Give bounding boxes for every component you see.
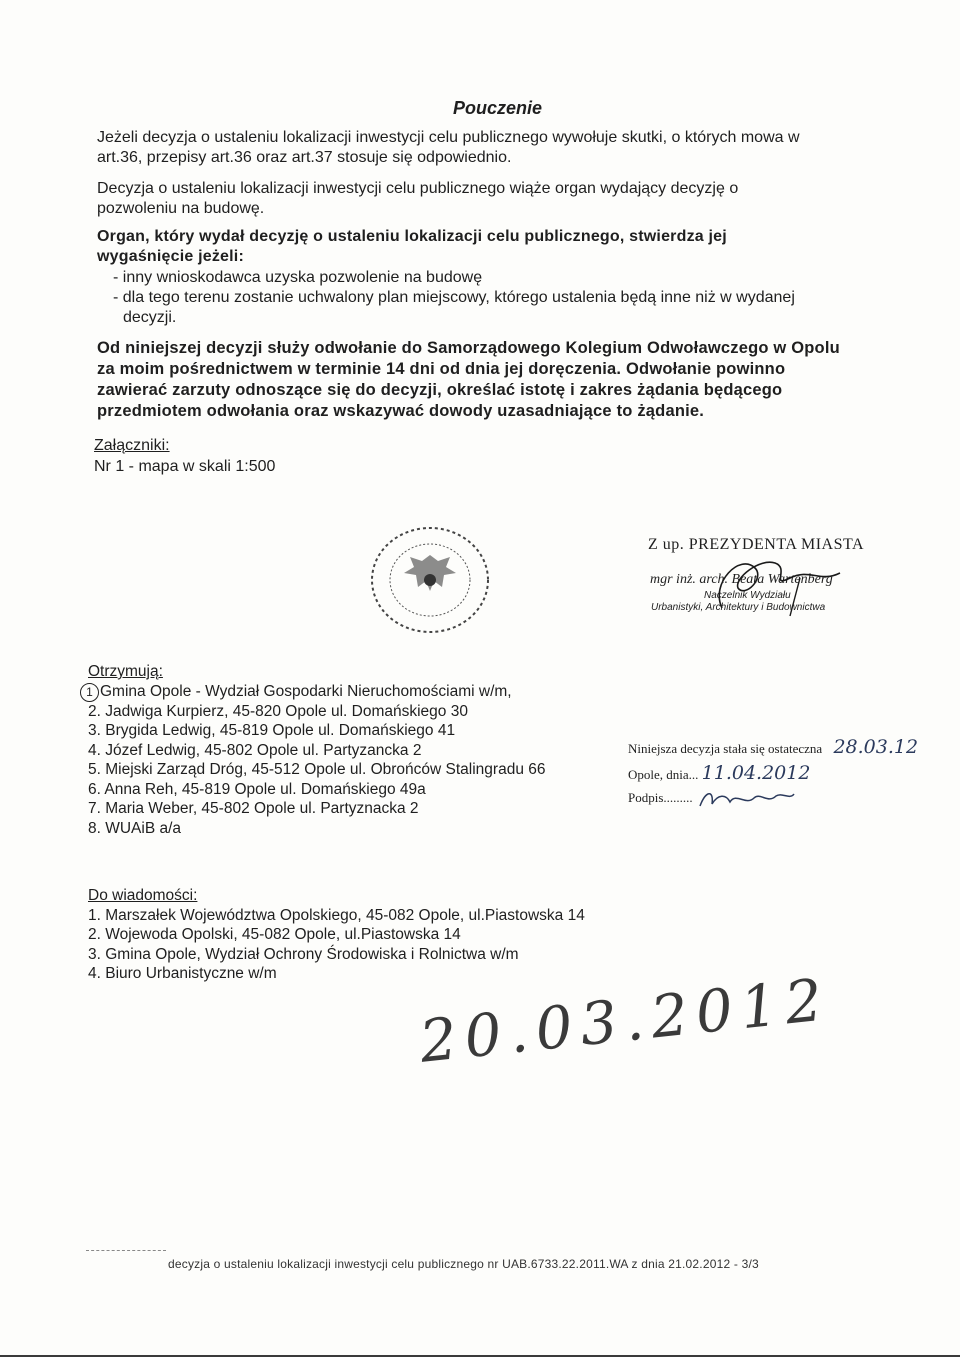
handwritten-value: 28.03.12	[833, 736, 919, 758]
finality-stamp	[628, 736, 918, 814]
divider	[86, 1250, 166, 1251]
signature-title: Naczelnik Wydziału	[704, 590, 791, 601]
stamp-label: Podpis	[628, 789, 664, 805]
text-line: Od niniejszej decyzji służy odwołanie do Samorządowego Kolegium Odwoławczego w Opolu	[97, 339, 840, 357]
signature-department: Urbanistyki, Architektury i Budownictwa	[651, 602, 826, 613]
stamp-label: Opole, dnia	[628, 767, 689, 782]
stamp-line: Opole, dnia... 11.04.2012	[628, 762, 811, 784]
list-item: 1. Marszałek Województwa Opolskiego, 45-082 Opole, ul.Piastowska 14	[88, 906, 585, 924]
footer: decyzja o ustaleniu lokalizacji inwestycji celu publicznego nr UAB.6733.22.2011.WA z dnia 21.02.2012 - 3/3	[168, 1257, 759, 1271]
handwritten-date: 20.03.2012	[416, 965, 834, 1076]
text-line: art.36, przepisy art.36 oraz art.37 stosuje się odpowiednio.	[97, 149, 512, 166]
handwritten-signature	[700, 548, 850, 618]
list-item: 6. Anna Reh, 45-819 Opole ul. Domańskiego 49a	[88, 780, 426, 798]
list-item	[80, 682, 546, 702]
stamp-signature	[696, 788, 796, 810]
handwritten-value: 11.04.2012	[701, 762, 811, 784]
text-line: przedmiotem odwołania oraz wskazywać dowody uzasadniające to żądanie.	[97, 402, 705, 420]
stamp-line	[628, 736, 918, 762]
signature-authority: Z up. PREZYDENTA MIASTA	[648, 536, 865, 553]
paragraph-appeal	[97, 338, 887, 422]
paragraph-binding	[97, 179, 887, 219]
paragraph-expiry	[97, 227, 887, 267]
official-seal	[362, 520, 500, 640]
text-line: za moim pośrednictwem w terminie 14 dni od dnia jej doręczenia. Odwołanie powinno	[97, 360, 786, 378]
list-item: 4. Biuro Urbanistyczne w/m	[88, 965, 277, 982]
information-heading: Do wiadomości:	[88, 887, 198, 904]
text-line: Jeżeli decyzja o ustaleniu lokalizacji inwestycji celu publicznego wywołuje skutki, o których mowa w	[97, 129, 800, 146]
stamp-label: Niniejsza decyzja stała się ostateczna	[628, 741, 823, 756]
text-line: zawierać zarzuty odnoszące się do decyzji, określać istotę i zakres żądania będącego	[97, 381, 783, 399]
expiry-conditions	[113, 268, 883, 328]
list-item-text: Gmina Opole - Wydział Gospodarki Nieruchomościami w/m,	[100, 682, 512, 700]
circled-number: 1	[80, 683, 99, 702]
signature-name: mgr inż. arch. Beata Wartenberg	[650, 572, 833, 587]
text-line: Organ, który wydał decyzję o ustaleniu lokalizacji celu publicznego, stwierdza jej	[97, 228, 727, 245]
list-item: 5. Miejski Zarząd Dróg, 45-512 Opole ul. Obrońców Stalingradu 66	[88, 761, 546, 778]
list-item: 7. Maria Weber, 45-802 Opole ul. Partyznacka 2	[88, 800, 419, 817]
information-recipients	[88, 886, 585, 984]
text-line: pozwoleniu na budowę.	[97, 200, 265, 217]
text-line: wygaśnięcie jeżeli:	[97, 248, 244, 265]
list-item: 8. WUAiB a/a	[88, 819, 182, 837]
list-item: 3. Gmina Opole, Wydział Ochrony Środowiska i Rolnictwa w/m	[88, 945, 519, 963]
list-item: 4. Józef Ledwig, 45-802 Opole ul. Partyzancka 2	[88, 741, 422, 759]
paragraph-effects	[97, 128, 887, 168]
attachment-item: Nr 1 - mapa w skali 1:500	[94, 458, 276, 475]
recipients-heading: Otrzymują:	[88, 663, 163, 680]
stamp-line: Podpis.........	[628, 788, 918, 814]
attachments-heading: Załączniki:	[94, 437, 170, 454]
list-item: - inny wnioskodawca uzyska pozwolenie na budowę	[113, 269, 483, 286]
recipients	[88, 662, 546, 838]
list-item: - dla tego terenu zostanie uchwalony plan miejscowy, którego ustalenia będą inne niż w wydanej	[113, 289, 795, 306]
list-item: 3. Brygida Ledwig, 45-819 Opole ul. Domańskiego 41	[88, 722, 456, 739]
list-item: 2. Jadwiga Kurpierz, 45-820 Opole ul. Domańskiego 30	[88, 702, 468, 720]
page-title: Pouczenie	[453, 98, 543, 118]
list-item: 2. Wojewoda Opolski, 45-082 Opole, ul.Piastowska 14	[88, 926, 461, 943]
list-item: decyzji.	[123, 309, 177, 326]
text-line: Decyzja o ustaleniu lokalizacji inwestycji celu publicznego wiąże organ wydający decyzję o	[97, 180, 739, 197]
